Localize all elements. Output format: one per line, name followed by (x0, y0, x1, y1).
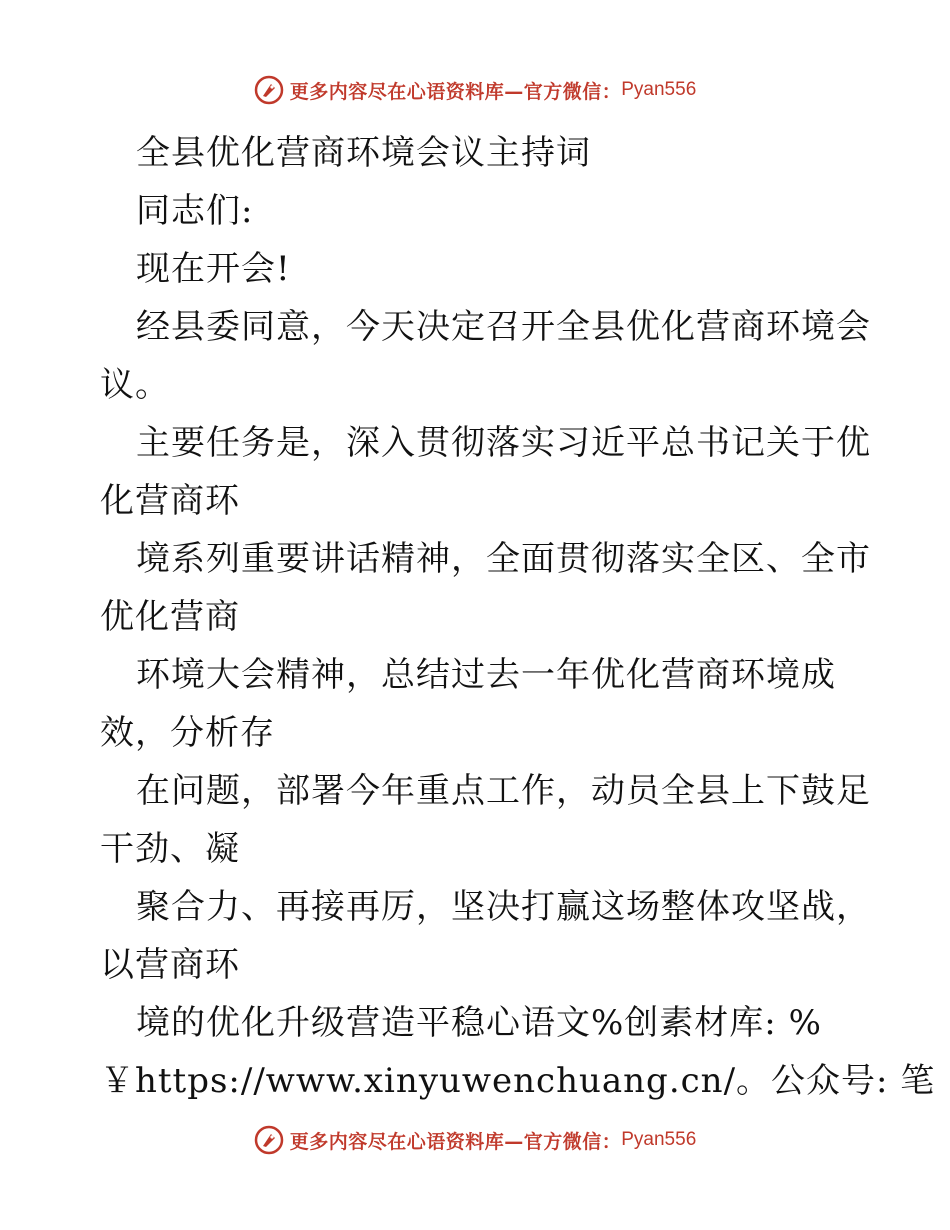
text-line: 境的优化升级营造平稳心语文%创素材库: % (136, 1003, 822, 1043)
pen-nib-logo-icon (254, 1125, 284, 1155)
document-title: 全县优化营商环境会议主持词 (136, 133, 591, 173)
text-line: 干劲、凝 (100, 829, 240, 869)
text-line: 议。 (100, 365, 170, 405)
text-line: 现在开会! (136, 249, 291, 289)
watermark-text: 更多内容尽在心语资料库—官方微信： (289, 1130, 622, 1153)
text-line: 在问题，部署今年重点工作，动员全县上下鼓足 (136, 771, 871, 811)
text-line: 效，分析存 (100, 713, 275, 753)
text-line: ￥https://www.xinyuwenchuang.cn/。公众号: 笔 (100, 1061, 936, 1101)
watermark-wechat-id: Pyan556 (621, 79, 697, 100)
text-line: 境系列重要讲话精神，全面贯彻落实全区、全市 (136, 539, 871, 579)
text-line: 优化营商 (100, 597, 240, 637)
watermark-text: 更多内容尽在心语资料库—官方微信： (289, 80, 622, 103)
watermark-wechat-id: Pyan556 (621, 1129, 697, 1150)
text-line: 化营商环 (100, 481, 240, 521)
document-body (100, 124, 936, 1110)
text-line: 环境大会精神，总结过去一年优化营商环境成 (136, 655, 836, 695)
text-line: 以营商环 (100, 945, 240, 985)
text-line: 聚合力、再接再厉，坚决打赢这场整体攻坚战， (136, 887, 871, 927)
text-line: 同志们: (136, 191, 254, 231)
watermark-banner-bottom (0, 1120, 950, 1160)
pen-nib-logo-icon (254, 75, 284, 105)
text-line: 经县委同意，今天决定召开全县优化营商环境会 (136, 307, 871, 347)
watermark-banner-top (0, 70, 950, 110)
text-line: 主要任务是，深入贯彻落实习近平总书记关于优 (136, 423, 871, 463)
